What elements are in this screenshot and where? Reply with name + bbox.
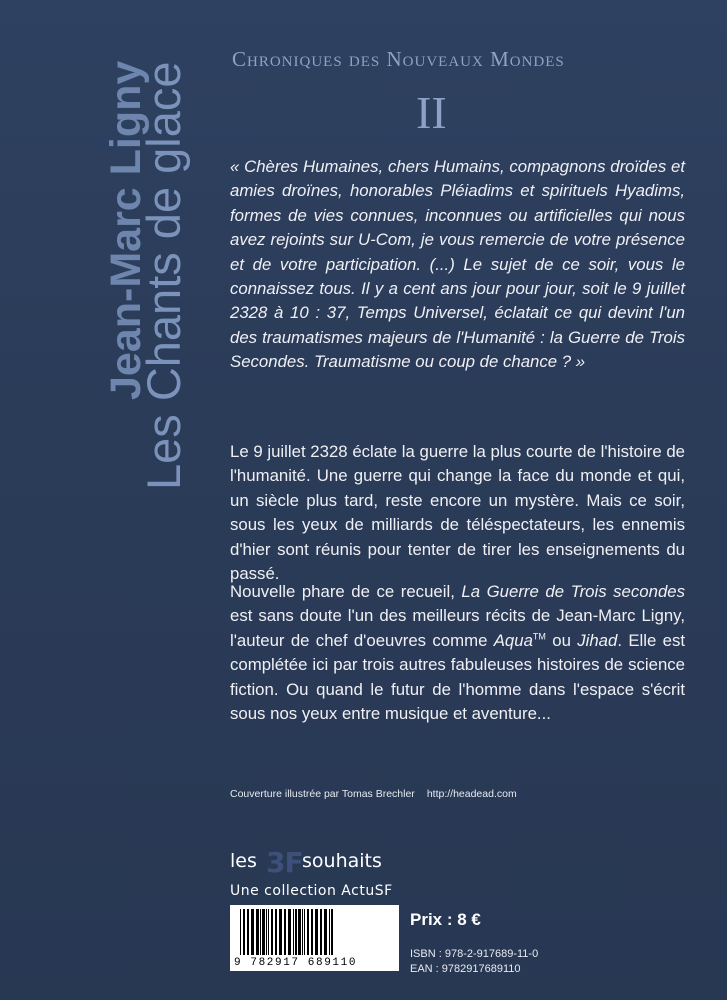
- series-name: Chroniques des Nouveaux Mondes: [232, 47, 565, 71]
- barcode-bar: [293, 909, 294, 955]
- barcode-bar: [262, 909, 265, 955]
- story-title: La Guerre de Trois secondes: [461, 582, 686, 601]
- barcode-bar: [307, 909, 309, 955]
- barcode-bar: [271, 909, 273, 955]
- barcode-bar: [304, 909, 305, 955]
- isbn: ISBN : 978-2-917689-11-0: [410, 948, 539, 960]
- illustrator-url: http://headead.com: [426, 788, 517, 800]
- barcode-bar: [240, 909, 241, 955]
- barcode-bar: [279, 909, 282, 955]
- publisher-logo-les: les: [230, 850, 257, 872]
- barcode-bar: [320, 909, 322, 955]
- barcode-bar: [288, 909, 291, 955]
- barcode-bars: [230, 905, 399, 957]
- praise-text-4: . Elle est complétée ici par trois autres fabuleuses histoires de science fiction. Ou quand le futur de l'homme dans l'espace s'écrit sous nos yeux entre musique et aventure...: [230, 630, 685, 724]
- opening-quote: « Chères Humaines, chers Humains, compagnons droïdes et amies droïnes, honorables Pléiadims et spirituels Hyadims, formes de vies connues, inconnues ou artificielles qui nous avez rejoints sur U-Com, je vous remercie de votre présence et de votre participation. (...) Le sujet de ce soir, vous le connaissez tous. Il y a cent ans jour pour jour, soit le 9 juillet 2328 à 10 : 37, Temps Universel, éclatait ce qui devint l'un des traumatismes majeurs de l'Humanité : la Guerre de Trois Secondes. Traumatisme ou coup de chance ? »: [230, 157, 685, 372]
- barcode-bar: [315, 909, 318, 955]
- barcode-bar: [266, 909, 267, 955]
- barcode-bar: [260, 909, 261, 955]
- illustrator-credit: Couverture illustrée par Tomas Brechler: [230, 788, 415, 800]
- barcode-bar: [298, 909, 301, 955]
- barcode-bar: [251, 909, 254, 955]
- publisher-logo-souhaits: souhaits: [302, 850, 382, 872]
- barcode-bar: [311, 909, 313, 955]
- price: Prix : 8 €: [410, 910, 481, 929]
- work-title-aqua: Aqua: [493, 630, 533, 650]
- barcode-digits: 9 782917 689110: [234, 957, 358, 969]
- author-name: Jean-Marc Ligny: [102, 60, 150, 400]
- trademark-mark: TM: [532, 631, 546, 642]
- publisher-logo-mark: 3F: [266, 846, 303, 879]
- book-title: Les Chants de glace: [137, 61, 190, 490]
- barcode-bar: [247, 909, 249, 955]
- barcode-bar: [329, 909, 330, 955]
- work-title-jihad: Jihad: [577, 630, 618, 650]
- ean: EAN : 9782917689110: [410, 963, 521, 975]
- praise-text-1: Nouvelle phare de ce recueil,: [230, 582, 462, 601]
- praise-text-2: est sans doute l'un des meilleurs récits de Jean-Marc Ligny, l'auteur de chef d'oeuvres comme: [230, 606, 685, 650]
- barcode-bar: [331, 909, 333, 955]
- barcode-bar: [243, 909, 245, 955]
- barcode-bar: [295, 909, 297, 955]
- barcode-bar: [275, 909, 277, 955]
- barcode-bar: [324, 909, 327, 955]
- spine-text: [78, 40, 208, 500]
- summary-paragraph: Le 9 juillet 2328 éclate la guerre la plus courte de l'histoire de l'humanité. Une guerre qui change la face du monde et qui, un siècle plus tard, reste encore un mystère. Mais ce soir, sous les yeux de milliards de téléspectateurs, les ennemis d'hier sont réunis pour tenter de tirer les enseignements du passé.: [230, 442, 685, 584]
- praise-text-3: ou: [545, 630, 578, 650]
- collection-label: Une collection ActuSF: [230, 883, 393, 899]
- praise-paragraph: [230, 580, 685, 726]
- barcode-bar: [302, 909, 303, 955]
- barcode: [230, 905, 399, 971]
- volume-number: II: [416, 87, 447, 138]
- barcode-bar: [268, 909, 269, 955]
- publisher-logo: [230, 846, 410, 882]
- cover-credits: [230, 788, 517, 800]
- barcode-bar: [256, 909, 259, 955]
- barcode-bar: [284, 909, 286, 955]
